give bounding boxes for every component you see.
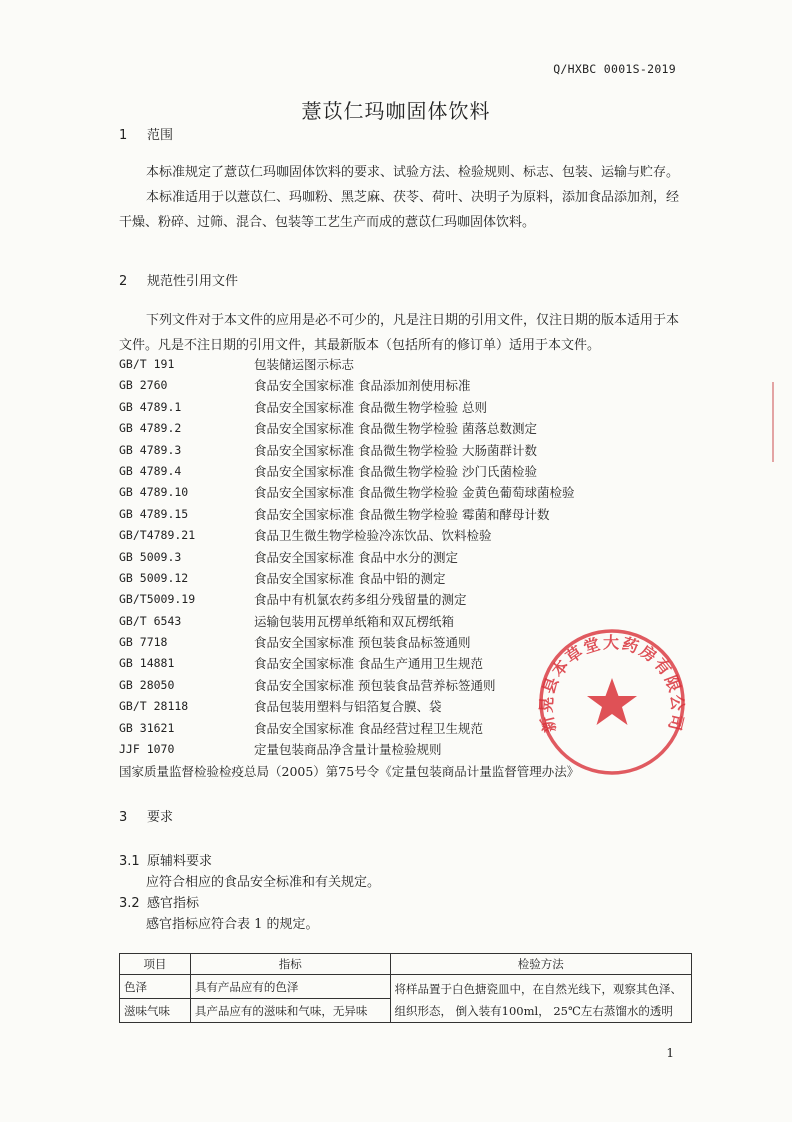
reference-row [119, 440, 574, 461]
reference-code: GB 31621 [119, 720, 175, 735]
reference-code: GB/T5009.19 [119, 592, 196, 607]
standard-code: Q/HXBC 0001S-2019 [553, 62, 676, 76]
reference-title: 食品安全国家标准 食品添加剂使用标准 [254, 378, 471, 394]
section-1-paragraph: 本标准规定了薏苡仁玛咖固体饮料的要求、试验方法、检验规则、标志、包装、运输与贮存。 [146, 165, 680, 180]
section-3-heading [119, 806, 173, 825]
reference-row [119, 653, 574, 674]
company-seal [536, 626, 688, 778]
reference-code: GB 4789.1 [119, 399, 182, 414]
table-header-value: 指标 [190, 954, 390, 975]
reference-row [119, 504, 574, 525]
reference-list [119, 354, 574, 760]
reference-row [119, 696, 574, 717]
edge-seal-fragment [772, 382, 792, 462]
reference-code: GB 4789.15 [119, 506, 189, 521]
reference-note: 国家质量监督检验检疫总局（2005）第75号令《定量包装商品计量监督管理办法》 [119, 764, 580, 779]
subsection-3-2-title: 感官指标 [147, 896, 200, 911]
reference-row [119, 375, 574, 396]
table-cell-value: 具产品应有的滋味和气味，无异味 [190, 999, 390, 1023]
table-row [120, 975, 692, 999]
method-line: 组织形态， 倒入装有100ml， 25℃左右蒸馏水的透明 [394, 1004, 673, 1018]
reference-title: 食品安全国家标准 食品中铅的测定 [254, 570, 446, 586]
reference-title: 运输包装用瓦楞单纸箱和双瓦楞纸箱 [254, 613, 455, 629]
reference-title: 食品安全国家标准 预包装食品营养标签通则 [254, 677, 496, 693]
section-1-title: 范围 [147, 128, 174, 143]
reference-title: 食品安全国家标准 食品微生物学检验 霉菌和酵母计数 [254, 506, 550, 522]
reference-code: GB/T 191 [119, 357, 175, 371]
reference-title: 食品卫生微生物学检验冷冻饮品、饮料检验 [254, 528, 492, 544]
table-header-row [120, 954, 692, 975]
reference-row [119, 632, 574, 653]
reference-title: 食品安全国家标准 预包装食品标签通则 [254, 635, 471, 651]
table-header-item: 项目 [120, 954, 191, 975]
reference-code: GB 4789.10 [119, 485, 189, 500]
section-2-intro [119, 308, 679, 358]
reference-title: 食品安全国家标准 食品微生物学检验 金黄色葡萄球菌检验 [254, 485, 575, 501]
reference-title: 食品安全国家标准 食品微生物学检验 菌落总数测定 [254, 421, 537, 437]
reference-row [119, 568, 574, 589]
subsection-3-1-title: 原辅料要求 [147, 854, 213, 869]
subsection-3-1-number: 3.1 [119, 854, 140, 869]
reference-row [119, 418, 574, 439]
reference-title: 食品安全国家标准 食品微生物学检验 总则 [254, 399, 487, 415]
section-1-paragraph: 本标准适用于以薏苡仁、玛咖粉、黑芝麻、茯苓、荷叶、决明子为原料，添加食品添加剂，经干燥、粉碎、过筛、混合、包装等工艺生产而成的薏苡仁玛咖固体饮料。 [119, 190, 680, 230]
section-2-heading [119, 270, 238, 289]
table-header-method: 检验方法 [390, 954, 691, 975]
reference-code: GB 4789.4 [119, 463, 182, 478]
section-2-intro-text: 下列文件对于本文件的应用是必不可少的，凡是注日期的引用文件，仅注日期的版本适用于本文件。凡是不注日期的引用文件，其最新版本（包括所有的修订单）适用于本文件。 [119, 313, 680, 353]
reference-row [119, 547, 574, 568]
table-cell-value: 具有产品应有的色泽 [190, 975, 390, 999]
reference-row [119, 589, 574, 610]
reference-code: JJF 1070 [119, 742, 175, 757]
reference-code: GB 5009.12 [119, 570, 189, 585]
reference-title: 食品安全国家标准 食品经营过程卫生规范 [254, 720, 483, 736]
reference-code: GB/T 6543 [119, 613, 182, 628]
reference-code: GB/T4789.21 [119, 528, 196, 543]
method-line: 将样品置于白色搪瓷皿中，在自然光线下，观察其色泽、 [394, 982, 683, 996]
reference-title: 食品安全国家标准 食品中水分的测定 [254, 549, 458, 565]
seal-star-icon [587, 678, 637, 725]
seal-text-path: 新晃县本草堂大药房有限公司 [536, 633, 688, 735]
section-1-heading [119, 124, 173, 143]
document-title: 薏苡仁玛咖固体饮料 [301, 99, 491, 123]
reference-code: GB 5009.3 [119, 549, 182, 564]
table-cell-method [390, 975, 691, 1023]
reference-title: 食品安全国家标准 食品生产通用卫生规范 [254, 656, 483, 672]
reference-row [119, 354, 574, 375]
reference-code: GB 2760 [119, 378, 168, 393]
reference-title: 定量包装商品净含量计量检验规则 [254, 742, 442, 758]
section-1-number: 1 [119, 128, 128, 143]
reference-code: GB 14881 [119, 656, 175, 671]
section-2-number: 2 [119, 274, 128, 289]
reference-title: 食品安全国家标准 食品微生物学检验 沙门氏菌检验 [254, 463, 537, 479]
reference-title: 食品安全国家标准 食品微生物学检验 大肠菌群计数 [254, 442, 537, 458]
subsection-3-2-heading [119, 892, 199, 911]
reference-row [119, 525, 574, 546]
section-3-title: 要求 [147, 810, 174, 825]
reference-row [119, 397, 574, 418]
reference-title: 食品中有机氯农药多组分残留量的测定 [254, 592, 467, 608]
reference-title: 包装储运图示标志 [254, 357, 355, 372]
subsection-3-2-text: 感官指标应符合表 1 的规定。 [146, 917, 319, 932]
section-2-title: 规范性引用文件 [147, 274, 239, 289]
section-3-number: 3 [119, 810, 128, 825]
table-cell-item: 滋味气味 [120, 999, 191, 1023]
reference-row [119, 739, 574, 760]
reference-code: GB 28050 [119, 677, 175, 692]
subsection-3-1-text: 应符合相应的食品安全标准和有关规定。 [146, 875, 381, 890]
reference-row [119, 611, 574, 632]
reference-row [119, 718, 574, 739]
sensory-table [119, 953, 692, 1023]
reference-code: GB 4789.2 [119, 421, 182, 436]
reference-code: GB 7718 [119, 635, 168, 650]
subsection-3-1-heading [119, 850, 212, 869]
reference-code: GB 4789.3 [119, 442, 182, 457]
subsection-3-2-number: 3.2 [119, 896, 140, 911]
reference-row [119, 675, 574, 696]
section-1-body [119, 160, 679, 235]
reference-code: GB/T 28118 [119, 699, 189, 714]
reference-title: 食品包装用塑料与铝箔复合膜、袋 [254, 699, 442, 715]
reference-row [119, 482, 574, 503]
page-number: 1 [666, 1046, 674, 1060]
table-cell-item: 色泽 [120, 975, 191, 999]
reference-row [119, 461, 574, 482]
